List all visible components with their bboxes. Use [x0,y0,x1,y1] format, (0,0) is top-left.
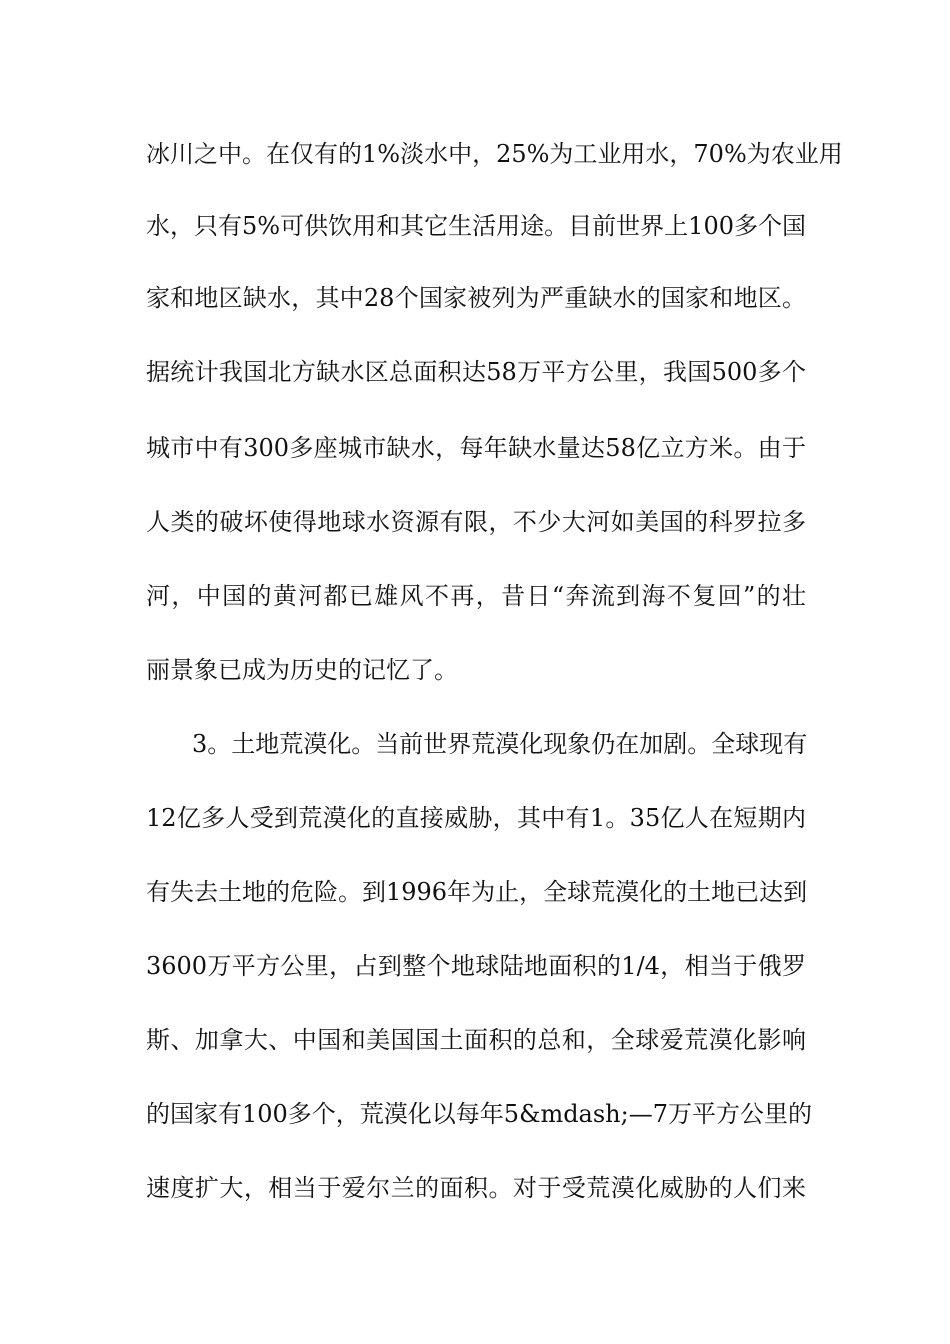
text-line: 3600万平方公里，占到整个地球陆地面积的1/4，相当于俄罗 [146,952,806,980]
text-line: 斯、加拿大、中国和美国国土面积的总和，全球爱荒漠化影响 [146,1026,806,1054]
text-line: 城市中有300多座城市缺水，每年缺水量达58亿立方米。由于 [146,434,806,462]
text-line: 据统计我国北方缺水区总面积达58万平方公里，我国500多个 [146,358,806,386]
text-line: 水，只有5%可供饮用和其它生活用途。目前世界上100多个国 [146,212,806,240]
text-line: 家和地区缺水，其中28个国家被列为严重缺水的国家和地区。 [146,284,806,312]
text-line: 丽景象已成为历史的记忆了。 [146,656,458,684]
text-line: 12亿多人受到荒漠化的直接威胁，其中有1。35亿人在短期内 [146,804,806,832]
paragraph-first-line: 3。土地荒漠化。当前世界荒漠化现象仍在加剧。全球现有 [192,730,808,758]
text-line: 速度扩大，相当于爱尔兰的面积。对于受荒漠化威胁的人们来 [146,1174,806,1202]
text-line: 的国家有100多个，荒漠化以每年5&mdash;—7万平方公里的 [146,1100,812,1128]
text-line: 河，中国的黄河都已雄风不再，昔日“奔流到海不复回”的壮 [146,582,806,610]
text-line: 人类的破坏使得地球水资源有限，不少大河如美国的科罗拉多 [146,508,806,536]
text-line: 冰川之中。在仅有的1%淡水中，25%为工业用水，70%为农业用 [146,140,843,168]
text-line: 有失去土地的危险。到1996年为止，全球荒漠化的土地已达到 [146,878,808,906]
